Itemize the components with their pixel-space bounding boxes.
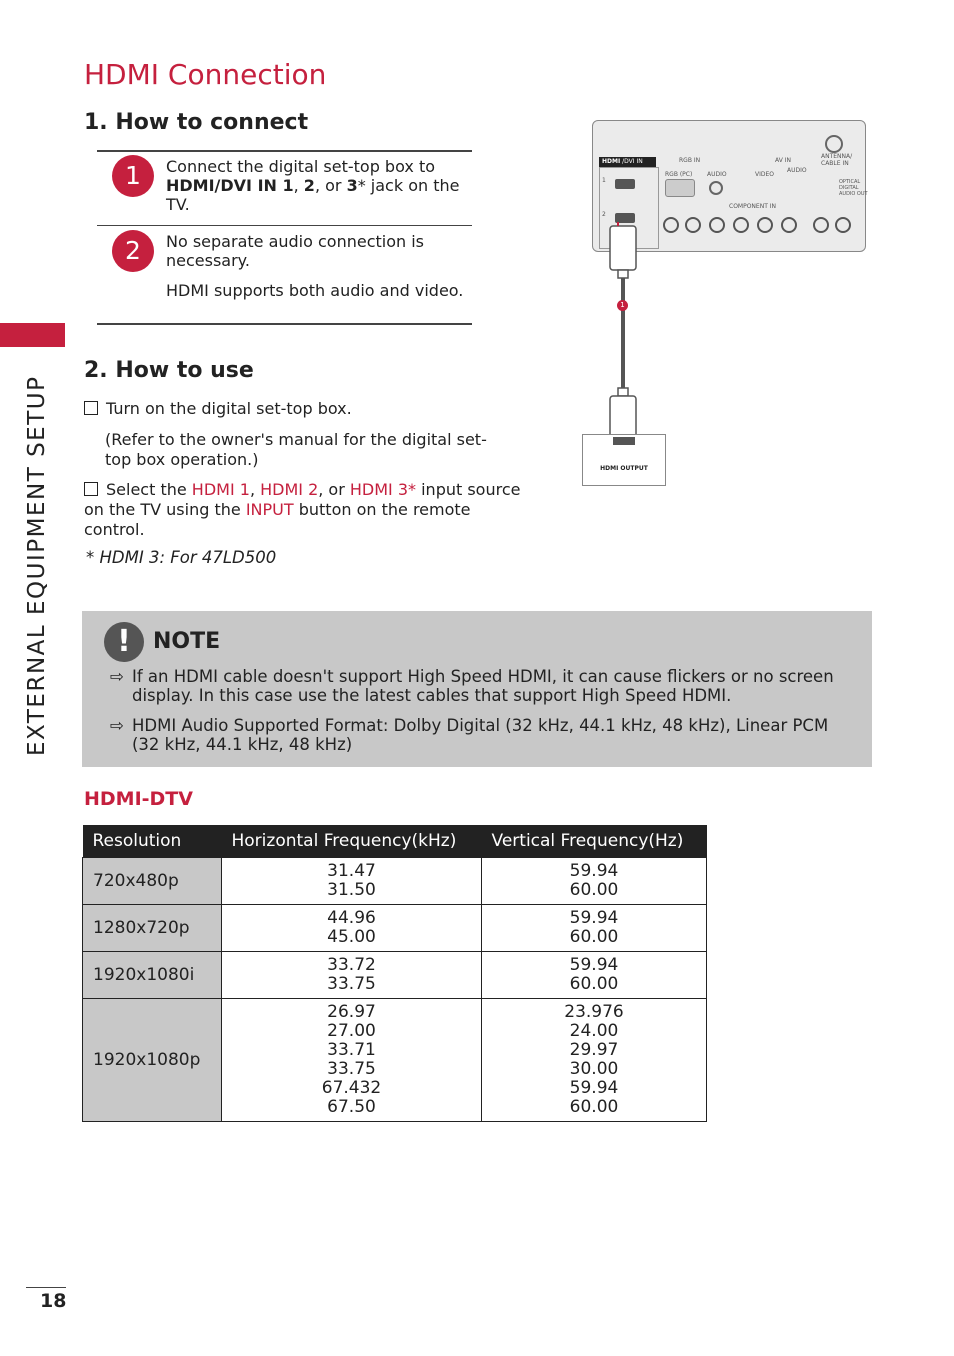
video-label: VIDEO	[755, 171, 775, 178]
column-header: Resolution	[83, 825, 222, 858]
divider	[97, 225, 472, 226]
antenna-label: ANTENNA/ CABLE IN	[821, 153, 853, 167]
optical-label: OPTICAL DIGITAL AUDIO OUT	[839, 179, 868, 197]
av-in-label: AV IN	[775, 157, 791, 164]
note-title: NOTE	[153, 629, 221, 654]
table-row	[83, 905, 707, 952]
audio-label: AUDIO	[707, 171, 727, 178]
vertical-frequency-cell: 59.94 60.00	[482, 952, 707, 999]
source-device	[582, 434, 666, 486]
use-item-2: Select the HDMI 1, HDMI 2, or HDMI 3* input source on the TV using the INPUT button on the remote control.	[84, 480, 521, 539]
divider	[97, 323, 472, 325]
checkbox-icon	[84, 482, 98, 496]
vertical-frequency-cell: 59.94 60.00	[482, 905, 707, 952]
resolution-cell: 1920x1080p	[83, 999, 222, 1122]
port-1-label: 1	[602, 177, 606, 184]
rgb-in-label: RGB IN	[679, 157, 701, 164]
exclamation-icon: !	[104, 622, 144, 662]
component-in-label: COMPONENT IN	[729, 203, 777, 210]
use-heading: 2. How to use	[84, 358, 254, 383]
resolution-cell: 1280x720p	[83, 905, 222, 952]
use-item-1: Turn on the digital set-top box.	[84, 399, 524, 419]
column-header: Vertical Frequency(Hz)	[482, 825, 707, 858]
hdmi-dvi-label: HDMI /DVI IN	[599, 157, 656, 167]
step-1-text: Connect the digital set-top box to HDMI/DVI IN 1, 2, or 3* jack on the TV.	[166, 157, 460, 214]
resolution-cell: 1920x1080i	[83, 952, 222, 999]
column-header: Horizontal Frequency(kHz)	[222, 825, 482, 858]
use-item-1-sub: (Refer to the owner's manual for the digital set-top box operation.)	[105, 430, 487, 469]
page-number: 18	[40, 1290, 67, 1312]
step-1-badge: 1	[112, 155, 154, 197]
table-header-row	[83, 825, 707, 858]
step-2-text: No separate audio connection is necessary. HDMI supports both audio and video.	[166, 232, 464, 300]
frequency-table	[82, 825, 707, 1122]
arrow-icon: ⇨	[110, 667, 124, 686]
page-title: HDMI Connection	[84, 58, 327, 91]
table-row	[83, 999, 707, 1122]
resolution-cell: 720x480p	[83, 858, 222, 905]
rgb-pc-label: RGB (PC)	[665, 171, 693, 178]
note-item: ⇨ If an HDMI cable doesn't support High Speed HDMI, it can cause flickers or no screen display. In this case use the latest cables that support High Speed HDMI.	[110, 667, 834, 705]
horizontal-frequency-cell: 33.72 33.75	[222, 952, 482, 999]
av-audio-label: AUDIO	[787, 167, 807, 174]
horizontal-frequency-cell: 26.97 27.00 33.71 33.75 67.432 67.50	[222, 999, 482, 1122]
vertical-frequency-cell: 59.94 60.00	[482, 858, 707, 905]
step-2-badge: 2	[112, 230, 154, 272]
table-heading: HDMI-DTV	[84, 788, 193, 810]
hdmi-output-label: HDMI OUTPUT	[600, 465, 648, 472]
checkbox-icon	[84, 401, 98, 415]
vga-port	[665, 179, 695, 197]
page-number-rule	[26, 1287, 66, 1288]
divider	[97, 150, 472, 152]
table-row	[83, 952, 707, 999]
vertical-frequency-cell: 23.976 24.00 29.97 30.00 59.94 60.00	[482, 999, 707, 1122]
connect-heading: 1. How to connect	[84, 110, 309, 135]
horizontal-frequency-cell: 31.47 31.50	[222, 858, 482, 905]
audio-jack	[709, 181, 723, 195]
arrow-icon: ⇨	[110, 716, 124, 735]
port-2-label: 2	[602, 211, 606, 218]
note-item: ⇨ HDMI Audio Supported Format: Dolby Digital (32 kHz, 44.1 kHz, 48 kHz), Linear PCM (32 kHz, 44.1 kHz, 48 kHz)	[110, 716, 829, 754]
table-row	[83, 858, 707, 905]
horizontal-frequency-cell: 44.96 45.00	[222, 905, 482, 952]
cable-marker: 1	[617, 300, 628, 311]
footnote: * HDMI 3: For 47LD500	[86, 548, 277, 567]
section-label: EXTERNAL EQUIPMENT SETUP	[24, 375, 50, 756]
antenna-port	[825, 135, 843, 153]
hdmi-cable	[596, 222, 656, 442]
hdmi-output-port	[613, 437, 635, 445]
hdmi-port-1	[615, 179, 635, 189]
